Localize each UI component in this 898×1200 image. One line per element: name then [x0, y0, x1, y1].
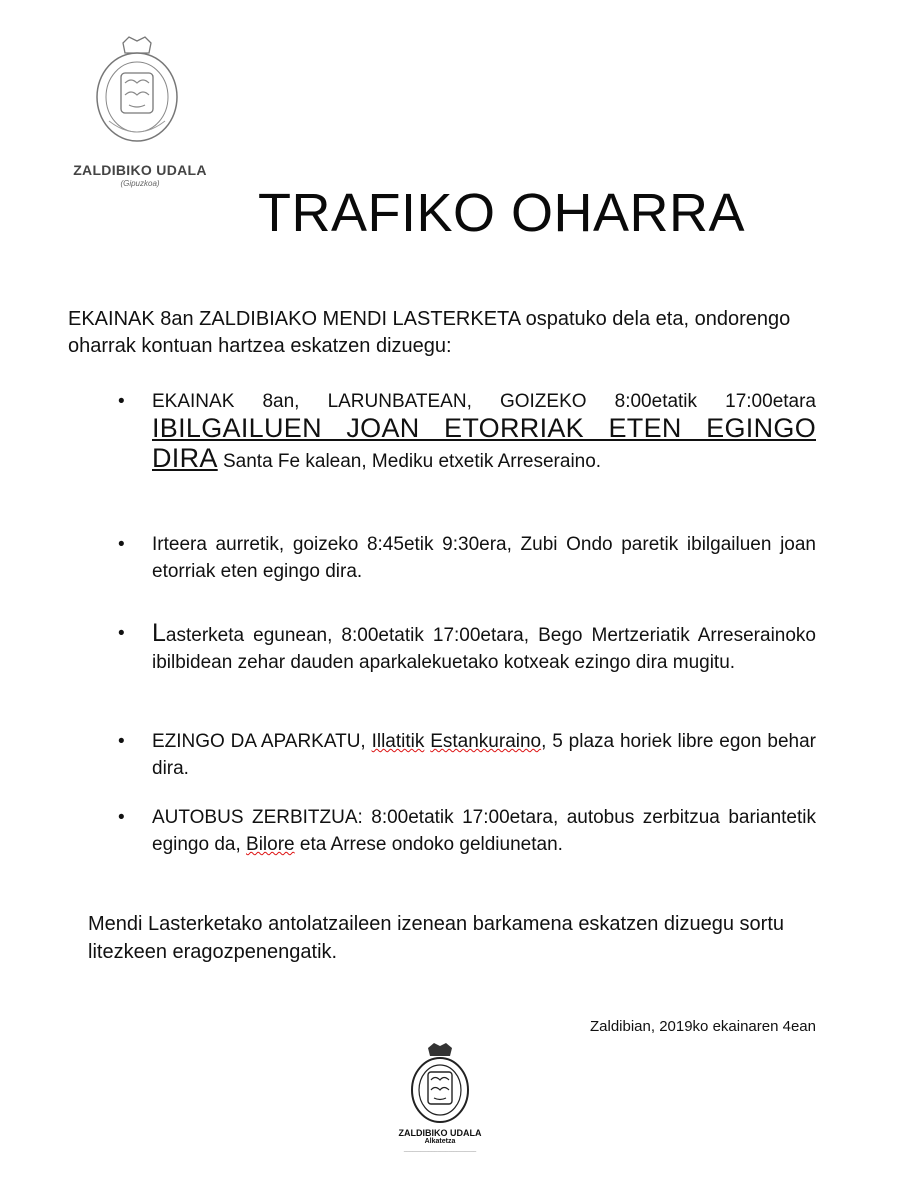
bullet-icon: • [118, 731, 125, 752]
intro-bold: EKAINAK 8an ZALDIBIAKO MENDI LASTERKETA [68, 308, 521, 330]
bullet-icon: • [118, 807, 125, 828]
municipal-seal-top [93, 35, 181, 145]
notice-item [118, 728, 816, 782]
intro-rest: ospatuko dela eta, ondorengo oharrak kontuan hartzea eskatzen dizuegu: [68, 308, 791, 357]
closing-paragraph: Mendi Lasterketako antolatzaileen izenean barkamena eskatzen dizuegu sortu litezkeen eragozpenengatik. [88, 913, 784, 963]
notice-text-part: EKAINAK 8an, LARUNBATEAN, GOIZEKO 8:00etatik 17:00etara [152, 391, 816, 412]
notice-text-part: AUTOBUS ZERBITZUA: 8:00etatik 17:00etara, autobus zerbitzua bariantetik egingo da, [152, 807, 816, 855]
notice-text-part: eta Arrese ondoko geldiunetan. [294, 834, 563, 855]
org-footer [360, 1128, 520, 1153]
org-province: (Gipuzkoa) [120, 179, 160, 188]
notice-text [152, 388, 816, 475]
footer-rule: __________________________ [403, 1147, 477, 1153]
notice-item [118, 388, 816, 475]
notice-item [118, 620, 816, 676]
bullet-icon: • [118, 534, 125, 555]
intro-paragraph [68, 306, 816, 360]
notice-text-part: , 5 plaza horiek libre egon behar dira. [152, 731, 817, 779]
spellcheck-word: Bilore [246, 834, 295, 855]
notice-item [118, 531, 816, 585]
org-office: Alkatetza [424, 1138, 456, 1145]
notice-text [152, 728, 816, 782]
place-date: Zaldibian, 2019ko ekainaren 4ean [589, 1018, 816, 1035]
page-title: TRAFIKO OHARRA [258, 183, 746, 243]
org-name: ZALDIBIKO UDALA [73, 162, 207, 178]
org-header [60, 162, 220, 188]
notice-text [152, 620, 816, 676]
spellcheck-word: Estankuraino [430, 731, 542, 752]
municipal-seal-bottom [408, 1042, 472, 1126]
notice-emphasis: IBILGAILUEN JOAN ETORRIAK ETEN EGINGO DIRA [152, 413, 816, 473]
notice-text-part: asterketa egunean, 8:00etatik 17:00etara, Bego Mertzeriatik Arreserainoko ibilbidean zehar dauden aparkalekuetako kotxeak ezingo dira mugitu. [152, 625, 816, 673]
spellcheck-word: Illatitik [371, 731, 425, 752]
notice-text: Irteera aurretik, goizeko 8:45etik 9:30era, Zubi Ondo paretik ibilgailuen joan etorriak eten egingo dira. [152, 534, 816, 582]
bullet-icon: • [118, 391, 125, 412]
notice-text-part: EZINGO DA APARKATU, [152, 731, 372, 752]
notice-text-part: Santa Fe kalean, Mediku etxetik Arreseraino. [217, 451, 602, 472]
bullet-icon: • [118, 623, 125, 644]
notice-item [118, 804, 816, 858]
notice-initial: L [152, 619, 166, 647]
notice-text [152, 804, 816, 858]
org-name-footer: ZALDIBIKO UDALA [398, 1128, 482, 1138]
